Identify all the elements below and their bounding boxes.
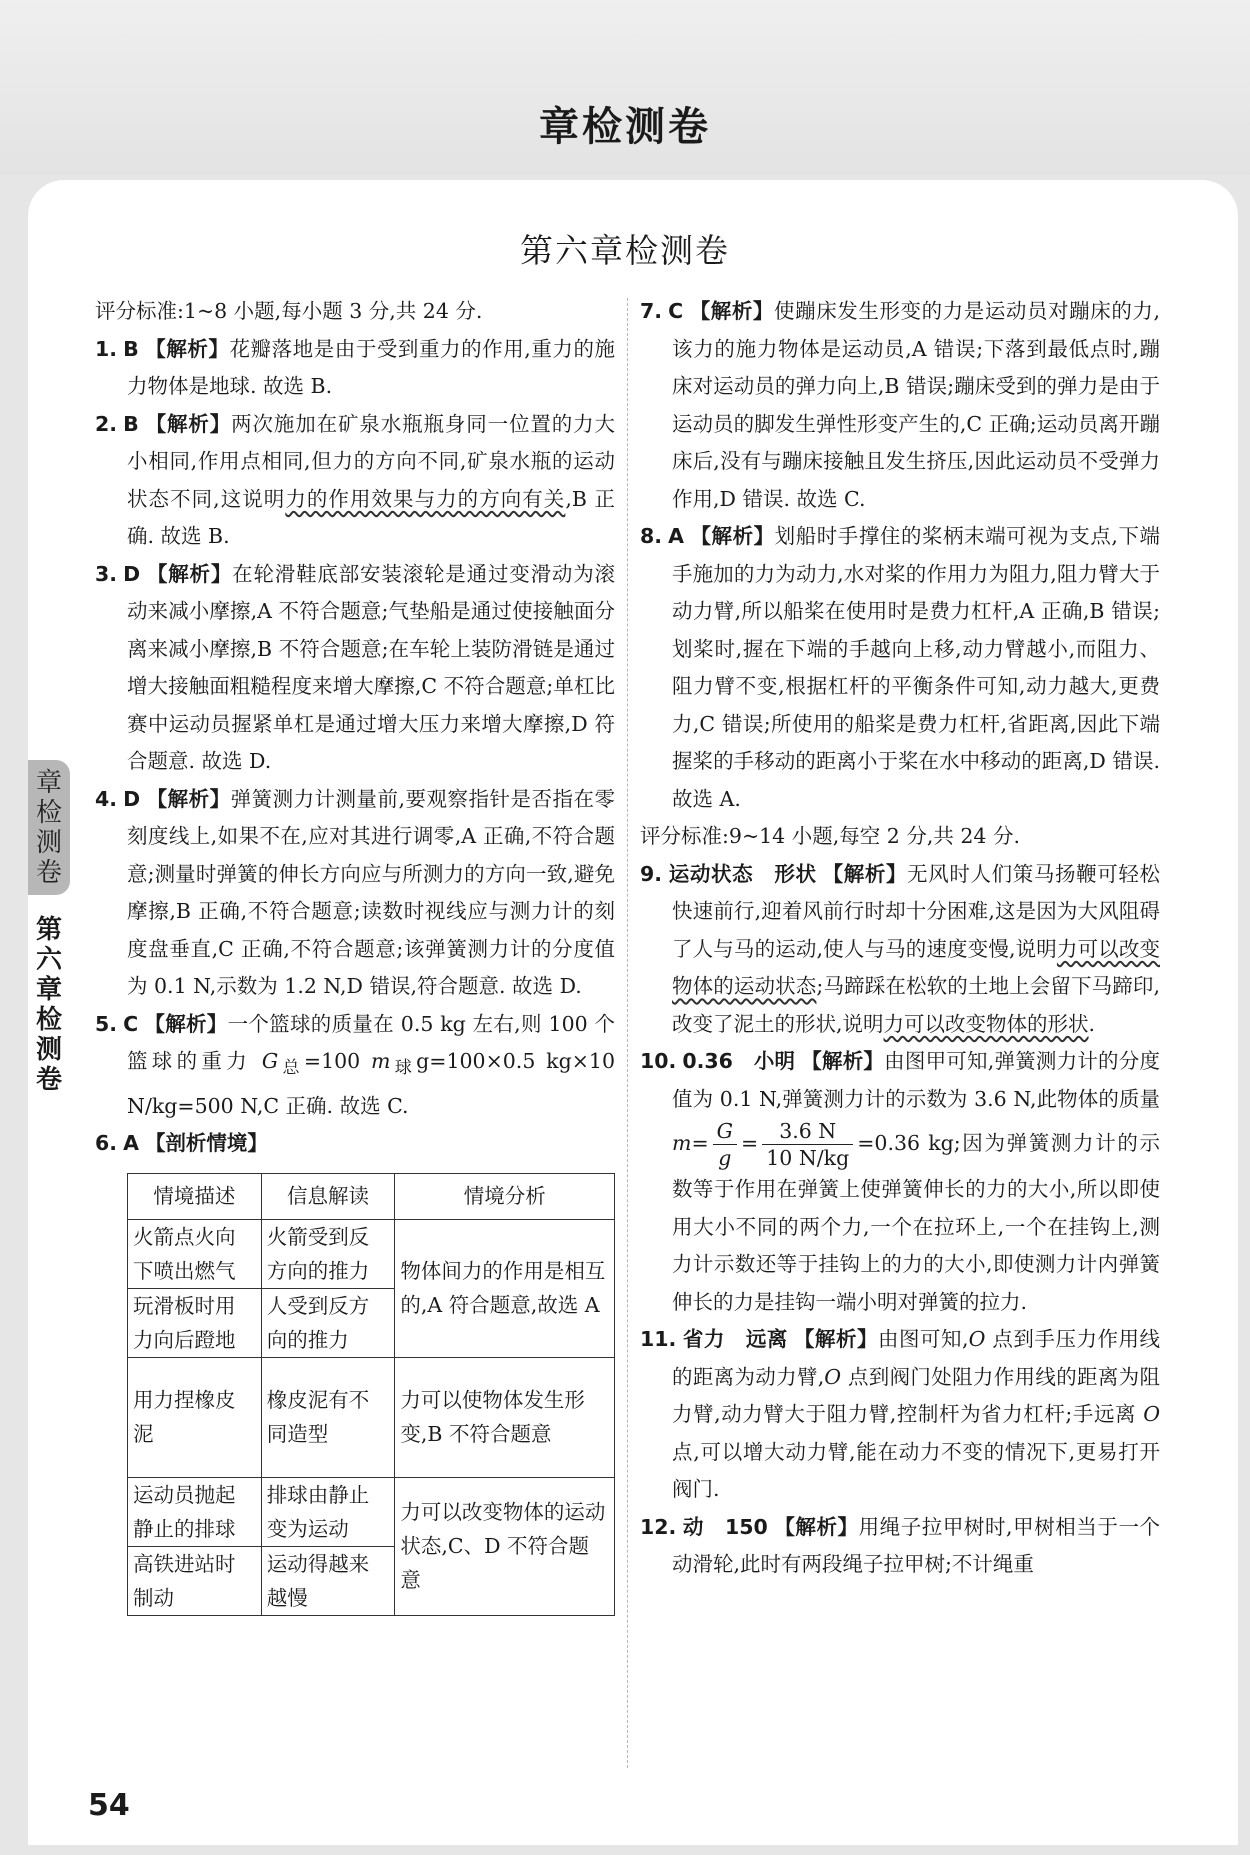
answer-q8: [640, 518, 1160, 818]
scoring-standard-1: 评分标准:1~8 小题,每小题 3 分,共 24 分.: [95, 299, 483, 323]
answer-blanks: 省力 远离: [682, 1327, 788, 1351]
analysis-text: 由图甲可知,弹簧测力计的分度值为 0.1 N,弹簧测力计的示数为 3.6 N,此物体的质量: [672, 1049, 1160, 1111]
table-cell: 橡皮泥有不同造型: [261, 1357, 395, 1477]
table-header: 情境分析: [395, 1173, 615, 1219]
table-cell: 火箭受到反方向的推力: [261, 1219, 395, 1288]
question-number: 12.: [640, 1514, 677, 1539]
table-cell: 用力捏橡皮泥: [128, 1357, 262, 1477]
answer-q12: [640, 1509, 1160, 1584]
equals-sign: =: [691, 1131, 709, 1155]
side-chapter-label: 第六章检测卷: [35, 915, 62, 1095]
fraction-denominator: 10 N/kg: [766, 1146, 850, 1170]
question-number: 4.: [95, 786, 118, 811]
answer-choice: C: [668, 299, 684, 323]
answer-choice: B: [123, 411, 139, 436]
analysis-tag: 【解析】: [822, 861, 908, 886]
analysis-text: 用绳子拉甲树时,甲树相当于一个动滑轮,此时有两段绳子拉甲树;不计绳重: [672, 1514, 1161, 1576]
answer-choice: D: [123, 561, 141, 586]
table-cell: 排球由静止变为运动: [261, 1477, 395, 1546]
analysis-tag: 【解析】: [793, 1327, 878, 1351]
question-number: 2.: [95, 411, 118, 436]
question-number: 5.: [95, 1011, 118, 1036]
symbol-m: m: [672, 1131, 692, 1155]
answer-q7: [640, 293, 1160, 518]
answer-blanks: 运动状态 形状: [668, 861, 817, 886]
answer-choice: A: [668, 524, 684, 548]
analysis-tag: 【剖析情境】: [144, 1131, 268, 1156]
analysis-text: .: [1088, 1011, 1096, 1036]
table-header: 信息解读: [261, 1173, 395, 1219]
table-header-row: [128, 1173, 615, 1219]
symbol-g: G: [261, 1049, 279, 1073]
scoring-standard-2: 评分标准:9~14 小题,每空 2 分,共 24 分.: [640, 824, 1020, 848]
fraction-g-over-g: [713, 1118, 737, 1171]
analysis-text: 花瓣落地是由于受到重力的作用,重力的施力物体是地球. 故选 B.: [127, 336, 616, 398]
left-column: [95, 293, 615, 1616]
analysis-text: 点到手压力作用线的距离为动力臂,: [672, 1327, 1160, 1389]
question-number: 6.: [95, 1131, 118, 1156]
analysis-text: 一个篮球的质量在 0.5 kg 左右,则 100 个篮球的重力: [127, 1011, 616, 1073]
table-cell: 力可以使物体发生形变,B 不符合题意: [395, 1357, 615, 1477]
subscript-total: 总: [278, 1058, 304, 1079]
table-header: 情境描述: [128, 1173, 262, 1219]
answer-choice: D: [123, 786, 141, 811]
table-cell: 运动员抛起静止的排球: [128, 1477, 262, 1546]
analysis-text: ;马蹄踩在松软的土地上会留下马蹄印,改变了泥土的形状,说明: [672, 974, 1160, 1036]
analysis-tag: 【解析】: [773, 1514, 859, 1539]
answer-q10: [640, 1043, 1160, 1321]
key-point-underline: 力的作用效果与力的方向有关: [285, 486, 566, 511]
table-row: [128, 1477, 615, 1546]
analysis-text: 无风时人们策马扬鞭可轻松快速前行,迎着风前行时却十分困难,这是因为大风阻碍了人与马的运动,使人与马的速度变慢,说明: [672, 861, 1161, 961]
side-section-tab: 章检测卷: [28, 760, 70, 895]
answer-choice: B: [123, 336, 139, 361]
analysis-tag: 【解析】: [146, 786, 231, 811]
answer-q6: [95, 1125, 615, 1163]
answer-choice: A: [123, 1131, 139, 1156]
analysis-text: 弹簧测力计测量前,要观察指针是否指在零刻度线上,如果不在,应对其进行调零,A 正确,不符合题意;测量时弹簧的伸长方向应与所测力的方向一致,避免摩擦,B 正确,不符合题意;读数时视线应与测力计的刻度盘垂直,C 正确,不符合题意;该弹簧测力计的分度值为 0.1 N,示数为 1.2 N,D 错误,符合题意. 故选 D.: [127, 786, 616, 998]
question-number: 7.: [640, 299, 663, 323]
chapter-title: 第六章检测卷: [520, 231, 730, 270]
fraction-numerator: G: [713, 1118, 737, 1145]
answer-q5: [95, 1006, 615, 1126]
table-cell: 物体间力的作用是相互的,A 符合题意,故选 A: [395, 1219, 615, 1357]
fraction-numerator: 3.6 N: [762, 1118, 853, 1145]
right-column: [640, 293, 1160, 1584]
table-cell: 力可以改变物体的运动状态,C、D 不符合题意: [395, 1477, 615, 1615]
analysis-text: ,B 正确. 故选 B.: [127, 486, 615, 548]
question-number: 9.: [640, 861, 663, 886]
table-cell: 运动得越来越慢: [261, 1546, 395, 1615]
answer-q2: [95, 406, 615, 556]
answer-choice: C: [123, 1011, 139, 1036]
answer-blanks: 0.36 小明: [682, 1049, 796, 1073]
analysis-tag: 【解析】: [144, 1011, 228, 1036]
key-point-underline: 力可以改变物体的形状: [883, 1011, 1089, 1036]
equals-sign: =: [741, 1131, 759, 1155]
fraction-values: [762, 1118, 853, 1171]
table-row: [128, 1357, 615, 1477]
answer-q4: [95, 781, 615, 1006]
analysis-text: =0.36 kg;因为弹簧测力计的示数等于作用在弹簧上使弹簧伸长的力的大小,所以即使用大小不同的两个力,一个在拉环上,一个在挂钩上,测力计示数还等于挂钩上的力的大小,即使测力计内弹簧伸长的力是挂钩一端小明对弹簧的拉力.: [672, 1131, 1160, 1314]
analysis-tag: 【解析】: [144, 411, 232, 436]
analysis-text: 点,可以增大动力臂,能在动力不变的情况下,更易打开阀门.: [672, 1439, 1160, 1501]
analysis-text: 两次施加在矿泉水瓶瓶身同一位置的力大小相同,作用点相同,但力的方向不同,矿泉水瓶的运动状态不同,这说明: [127, 411, 616, 511]
table-cell: 火箭点火向下喷出燃气: [128, 1219, 262, 1288]
question-number: 1.: [95, 336, 118, 361]
analysis-text: 在轮滑鞋底部安装滚轮是通过变滑动为滚动来减小摩擦,A 不符合题意;气垫船是通过使接触面分离来减小摩擦,B 不符合题意;在车轮上装防滑链是通过增大接触面粗糙程度来增大摩擦,C 不符合题意;单杠比赛中运动员握紧单杠是通过增大压力来增大摩擦,D 符合题意. 故选 D.: [127, 561, 616, 773]
answer-q1: [95, 331, 615, 406]
table-row: [128, 1219, 615, 1288]
analysis-tag: 【解析】: [689, 299, 775, 323]
header-title: 章检测卷: [539, 104, 711, 150]
question-number: 11.: [640, 1327, 677, 1351]
analysis-text: 点到阀门处阻力作用线的距离为阻力臂,动力臂大于阻力臂,控制杆为省力杠杆;手远离: [672, 1364, 1160, 1426]
analysis-text: 使蹦床发生形变的力是运动员对蹦床的力,该力的施力物体是运动员,A 错误;下落到最低点时,蹦床对运动员的弹力向上,B 错误;蹦床受到的弹力是由于运动员的脚发生弹性形变产生的,C 正确;运动员离开蹦床后,没有与蹦床接触且发生挤压,因此运动员不受弹力作用,D 错误. 故选 C.: [672, 299, 1161, 511]
answer-q9: [640, 856, 1160, 1044]
analysis-text: 划船时手撑住的桨柄末端可视为支点,下端手施加的力为动力,水对桨的作用力为阻力,阻力臂大于动力臂,所以船桨在使用时是费力杠杆,A 正确,B 错误;划桨时,握在下端的手越向上移,动力臂越小,而阻力、阻力臂不变,根据杠杆的平衡条件可知,动力越大,更费力,C 错误;所使用的船桨是费力杠杆,省距离,因此下端握桨的手移动的距离小于桨在水中移动的距离,D 错误. 故选 A.: [672, 524, 1161, 811]
symbol-o: O: [1143, 1402, 1160, 1426]
equation-part: =100: [303, 1049, 372, 1073]
page-number: 54: [88, 1788, 130, 1823]
analysis-text: 由图可知,: [877, 1327, 969, 1351]
answer-q11: [640, 1321, 1160, 1509]
question-number: 3.: [95, 561, 118, 586]
table-cell: 玩滑板时用力向后蹬地: [128, 1288, 262, 1357]
symbol-o: O: [968, 1327, 986, 1351]
table-cell: 高铁进站时制动: [128, 1546, 262, 1615]
subscript-ball: 球: [390, 1058, 417, 1079]
analysis-tag: 【解析】: [689, 524, 775, 548]
situation-table: [127, 1173, 615, 1616]
question-number: 8.: [640, 524, 663, 548]
column-divider: [627, 298, 628, 1768]
analysis-tag: 【解析】: [144, 336, 230, 361]
equation-part: g=100×0.5 kg×10 N/kg=500 N,C 正确. 故选 C.: [127, 1049, 615, 1118]
answer-q3: [95, 556, 615, 781]
answer-blanks: 动 150: [682, 1514, 768, 1539]
fraction-denominator: g: [718, 1146, 732, 1170]
question-number: 10.: [640, 1049, 677, 1073]
symbol-o: O: [824, 1364, 842, 1389]
analysis-tag: 【解析】: [146, 561, 233, 586]
analysis-tag: 【解析】: [801, 1049, 885, 1073]
table-cell: 人受到反方向的推力: [261, 1288, 395, 1357]
symbol-m: m: [371, 1049, 391, 1073]
key-point-underline: 力可以改变物体的运动状态: [672, 936, 1160, 998]
